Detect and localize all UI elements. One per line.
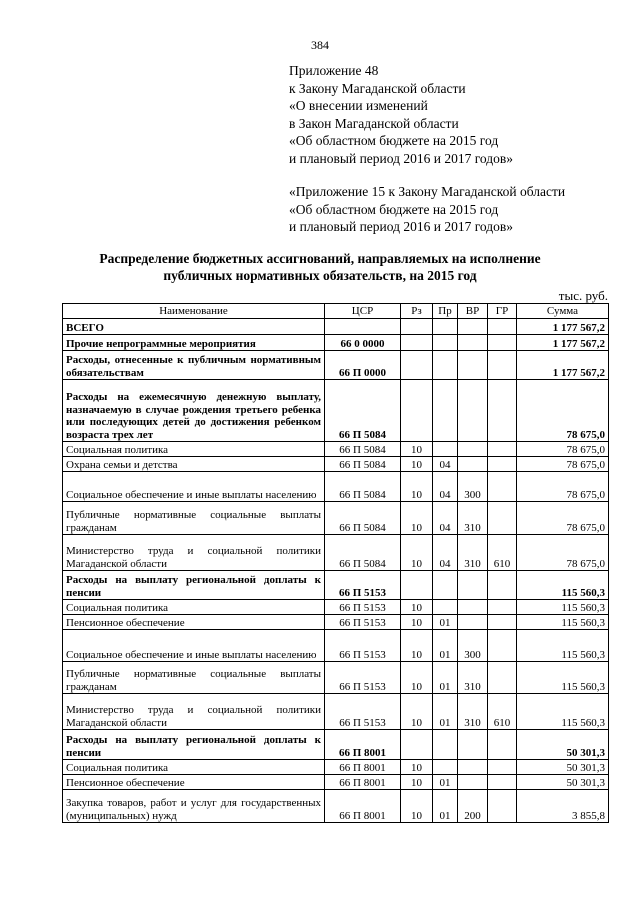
cell-rz: 10 bbox=[401, 502, 433, 535]
header-gr: ГР bbox=[488, 304, 517, 319]
cell-sum: 78 675,0 bbox=[517, 502, 609, 535]
units-label: тыс. руб. bbox=[558, 288, 608, 303]
cell-gr bbox=[488, 351, 517, 380]
appendix-line: «Об областном бюджете на 2015 год bbox=[289, 201, 499, 217]
cell-csr: 66 П 5153 bbox=[325, 615, 401, 630]
cell-pr bbox=[433, 442, 458, 457]
cell-pr: 01 bbox=[433, 630, 458, 662]
cell-sum: 1 177 567,2 bbox=[517, 319, 609, 335]
document-title bbox=[0, 250, 640, 284]
appendix-line: и плановый период 2016 и 2017 годов» bbox=[289, 150, 514, 166]
cell-vr: 300 bbox=[458, 472, 488, 502]
cell-pr bbox=[433, 571, 458, 600]
cell-sum: 115 560,3 bbox=[517, 694, 609, 730]
cell-csr: 66 П 8001 bbox=[325, 730, 401, 760]
cell-rz: 10 bbox=[401, 457, 433, 472]
appendix-line: в Закон Магаданской области bbox=[289, 115, 459, 131]
cell-name: Пенсионное обеспечение bbox=[63, 775, 325, 790]
cell-rz: 10 bbox=[401, 630, 433, 662]
appendix-line: «Приложение 15 к Закону Магаданской области bbox=[289, 184, 566, 199]
cell-sum: 50 301,3 bbox=[517, 730, 609, 760]
page-number: 384 bbox=[311, 38, 329, 52]
cell-name: Министерство труда и социальной политики Магаданской области bbox=[63, 694, 325, 730]
cell-vr: 300 bbox=[458, 630, 488, 662]
cell-pr: 01 bbox=[433, 790, 458, 823]
cell-sum: 115 560,3 bbox=[517, 571, 609, 600]
cell-gr bbox=[488, 502, 517, 535]
cell-csr: 66 П 5084 bbox=[325, 472, 401, 502]
table-row bbox=[63, 571, 609, 600]
table-row bbox=[63, 730, 609, 760]
cell-pr: 01 bbox=[433, 615, 458, 630]
cell-vr bbox=[458, 571, 488, 600]
cell-vr bbox=[458, 775, 488, 790]
cell-csr: 66 П 5084 bbox=[325, 502, 401, 535]
cell-csr: 66 П 5153 bbox=[325, 600, 401, 615]
cell-vr bbox=[458, 760, 488, 775]
title-line-2: публичных нормативных обязательств, на 2015 год bbox=[163, 268, 477, 283]
cell-gr bbox=[488, 790, 517, 823]
header-sum: Сумма bbox=[517, 304, 609, 319]
cell-pr: 04 bbox=[433, 502, 458, 535]
cell-name: Социальная политика bbox=[63, 600, 325, 615]
cell-gr bbox=[488, 630, 517, 662]
cell-gr bbox=[488, 442, 517, 457]
header-vr: ВР bbox=[458, 304, 488, 319]
header-pr: Пр bbox=[433, 304, 458, 319]
cell-csr: 66 П 8001 bbox=[325, 775, 401, 790]
cell-sum: 78 675,0 bbox=[517, 380, 609, 442]
cell-vr bbox=[458, 600, 488, 615]
cell-pr: 01 bbox=[433, 694, 458, 730]
cell-gr bbox=[488, 760, 517, 775]
cell-csr: 66 П 5153 bbox=[325, 694, 401, 730]
cell-gr bbox=[488, 472, 517, 502]
cell-name: Охрана семьи и детства bbox=[63, 457, 325, 472]
cell-rz bbox=[401, 351, 433, 380]
cell-sum: 78 675,0 bbox=[517, 442, 609, 457]
cell-gr bbox=[488, 600, 517, 615]
cell-gr: 610 bbox=[488, 694, 517, 730]
cell-csr bbox=[325, 319, 401, 335]
cell-sum: 50 301,3 bbox=[517, 760, 609, 775]
cell-rz bbox=[401, 319, 433, 335]
cell-name: Публичные нормативные социальные выплаты гражданам bbox=[63, 502, 325, 535]
cell-name: Закупка товаров, работ и услуг для государственных (муниципальных) нужд bbox=[63, 790, 325, 823]
cell-name: Расходы, отнесенные к публичным нормативным обязательствам bbox=[63, 351, 325, 380]
cell-vr: 310 bbox=[458, 535, 488, 571]
cell-vr: 310 bbox=[458, 694, 488, 730]
cell-pr bbox=[433, 319, 458, 335]
table-header-row bbox=[63, 304, 609, 319]
cell-sum: 1 177 567,2 bbox=[517, 351, 609, 380]
table-row bbox=[63, 472, 609, 502]
table-row bbox=[63, 630, 609, 662]
cell-vr bbox=[458, 319, 488, 335]
cell-rz: 10 bbox=[401, 694, 433, 730]
cell-csr: 66 П 5153 bbox=[325, 662, 401, 694]
cell-name: Социальная политика bbox=[63, 760, 325, 775]
cell-name: Социальная политика bbox=[63, 442, 325, 457]
appendix-line: к Закону Магаданской области bbox=[289, 80, 466, 96]
cell-csr: 66 П 5084 bbox=[325, 380, 401, 442]
cell-name: Министерство труда и социальной политики Магаданской области bbox=[63, 535, 325, 571]
cell-pr bbox=[433, 730, 458, 760]
cell-sum: 3 855,8 bbox=[517, 790, 609, 823]
cell-csr: 66 0 0000 bbox=[325, 335, 401, 351]
cell-vr: 200 bbox=[458, 790, 488, 823]
table-row bbox=[63, 380, 609, 442]
table-row bbox=[63, 535, 609, 571]
cell-pr: 04 bbox=[433, 535, 458, 571]
cell-vr bbox=[458, 380, 488, 442]
cell-rz: 10 bbox=[401, 472, 433, 502]
cell-vr bbox=[458, 457, 488, 472]
cell-pr bbox=[433, 760, 458, 775]
cell-name: Социальное обеспечение и иные выплаты населению bbox=[63, 630, 325, 662]
header-rz: Рз bbox=[401, 304, 433, 319]
cell-rz: 10 bbox=[401, 535, 433, 571]
cell-gr: 610 bbox=[488, 535, 517, 571]
appendix-48-block bbox=[289, 62, 513, 167]
cell-sum: 50 301,3 bbox=[517, 775, 609, 790]
cell-rz: 10 bbox=[401, 760, 433, 775]
cell-sum: 78 675,0 bbox=[517, 472, 609, 502]
table-row bbox=[63, 790, 609, 823]
cell-rz: 10 bbox=[401, 790, 433, 823]
table-row bbox=[63, 351, 609, 380]
cell-rz bbox=[401, 730, 433, 760]
table-row bbox=[63, 662, 609, 694]
cell-pr: 01 bbox=[433, 775, 458, 790]
cell-gr bbox=[488, 319, 517, 335]
cell-name: ВСЕГО bbox=[63, 319, 325, 335]
cell-sum: 115 560,3 bbox=[517, 600, 609, 615]
cell-gr bbox=[488, 335, 517, 351]
cell-rz bbox=[401, 335, 433, 351]
table-body bbox=[63, 319, 609, 823]
table-row bbox=[63, 615, 609, 630]
cell-vr bbox=[458, 351, 488, 380]
table-row bbox=[63, 694, 609, 730]
cell-vr: 310 bbox=[458, 662, 488, 694]
cell-name: Пенсионное обеспечение bbox=[63, 615, 325, 630]
table-row bbox=[63, 319, 609, 335]
cell-csr: 66 П 5084 bbox=[325, 457, 401, 472]
cell-sum: 78 675,0 bbox=[517, 535, 609, 571]
cell-gr bbox=[488, 457, 517, 472]
cell-rz: 10 bbox=[401, 600, 433, 615]
cell-sum: 1 177 567,2 bbox=[517, 335, 609, 351]
cell-rz: 10 bbox=[401, 442, 433, 457]
cell-rz: 10 bbox=[401, 775, 433, 790]
cell-name: Расходы на выплату региональной доплаты к пенсии bbox=[63, 571, 325, 600]
cell-pr: 04 bbox=[433, 472, 458, 502]
cell-gr bbox=[488, 730, 517, 760]
cell-pr bbox=[433, 600, 458, 615]
header-name: Наименование bbox=[63, 304, 325, 319]
budget-table bbox=[62, 303, 609, 823]
cell-csr: 66 П 8001 bbox=[325, 790, 401, 823]
cell-rz: 10 bbox=[401, 662, 433, 694]
cell-gr bbox=[488, 571, 517, 600]
cell-vr bbox=[458, 335, 488, 351]
table-row bbox=[63, 457, 609, 472]
cell-pr: 01 bbox=[433, 662, 458, 694]
cell-sum: 115 560,3 bbox=[517, 662, 609, 694]
cell-csr: 66 П 5084 bbox=[325, 535, 401, 571]
cell-gr bbox=[488, 775, 517, 790]
table-row bbox=[63, 502, 609, 535]
cell-pr: 04 bbox=[433, 457, 458, 472]
cell-gr bbox=[488, 615, 517, 630]
cell-vr bbox=[458, 615, 488, 630]
cell-gr bbox=[488, 662, 517, 694]
appendix-line: и плановый период 2016 и 2017 годов» bbox=[289, 219, 514, 234]
appendix-line: «Об областном бюджете на 2015 год bbox=[289, 133, 499, 148]
cell-vr: 310 bbox=[458, 502, 488, 535]
cell-pr bbox=[433, 335, 458, 351]
cell-pr bbox=[433, 380, 458, 442]
cell-sum: 115 560,3 bbox=[517, 630, 609, 662]
table-row bbox=[63, 760, 609, 775]
cell-csr: 66 П 0000 bbox=[325, 351, 401, 380]
table-row bbox=[63, 775, 609, 790]
cell-sum: 115 560,3 bbox=[517, 615, 609, 630]
cell-csr: 66 П 5084 bbox=[325, 442, 401, 457]
cell-csr: 66 П 5153 bbox=[325, 630, 401, 662]
cell-pr bbox=[433, 351, 458, 380]
cell-vr bbox=[458, 442, 488, 457]
cell-csr: 66 П 8001 bbox=[325, 760, 401, 775]
cell-name: Прочие непрограммные мероприятия bbox=[63, 335, 325, 351]
cell-name: Расходы на ежемесячную денежную выплату, назначаемую в случае рождения третьего ребенка или последующих детей до достижения ребенком возраста трех лет bbox=[63, 380, 325, 442]
cell-sum: 78 675,0 bbox=[517, 457, 609, 472]
appendix-line: «О внесении изменений bbox=[289, 98, 428, 113]
title-line-1: Распределение бюджетных ассигнований, направляемых на исполнение bbox=[99, 251, 541, 266]
cell-gr bbox=[488, 380, 517, 442]
cell-rz bbox=[401, 380, 433, 442]
cell-name: Расходы на выплату региональной доплаты к пенсии bbox=[63, 730, 325, 760]
cell-csr: 66 П 5153 bbox=[325, 571, 401, 600]
cell-vr bbox=[458, 730, 488, 760]
appendix-line: Приложение 48 bbox=[289, 63, 379, 78]
table-row bbox=[63, 335, 609, 351]
cell-rz bbox=[401, 571, 433, 600]
cell-rz: 10 bbox=[401, 615, 433, 630]
cell-name: Социальное обеспечение и иные выплаты населению bbox=[63, 472, 325, 502]
appendix-15-block bbox=[289, 183, 565, 236]
table-row bbox=[63, 442, 609, 457]
table-row bbox=[63, 600, 609, 615]
header-csr: ЦСР bbox=[325, 304, 401, 319]
cell-name: Публичные нормативные социальные выплаты гражданам bbox=[63, 662, 325, 694]
